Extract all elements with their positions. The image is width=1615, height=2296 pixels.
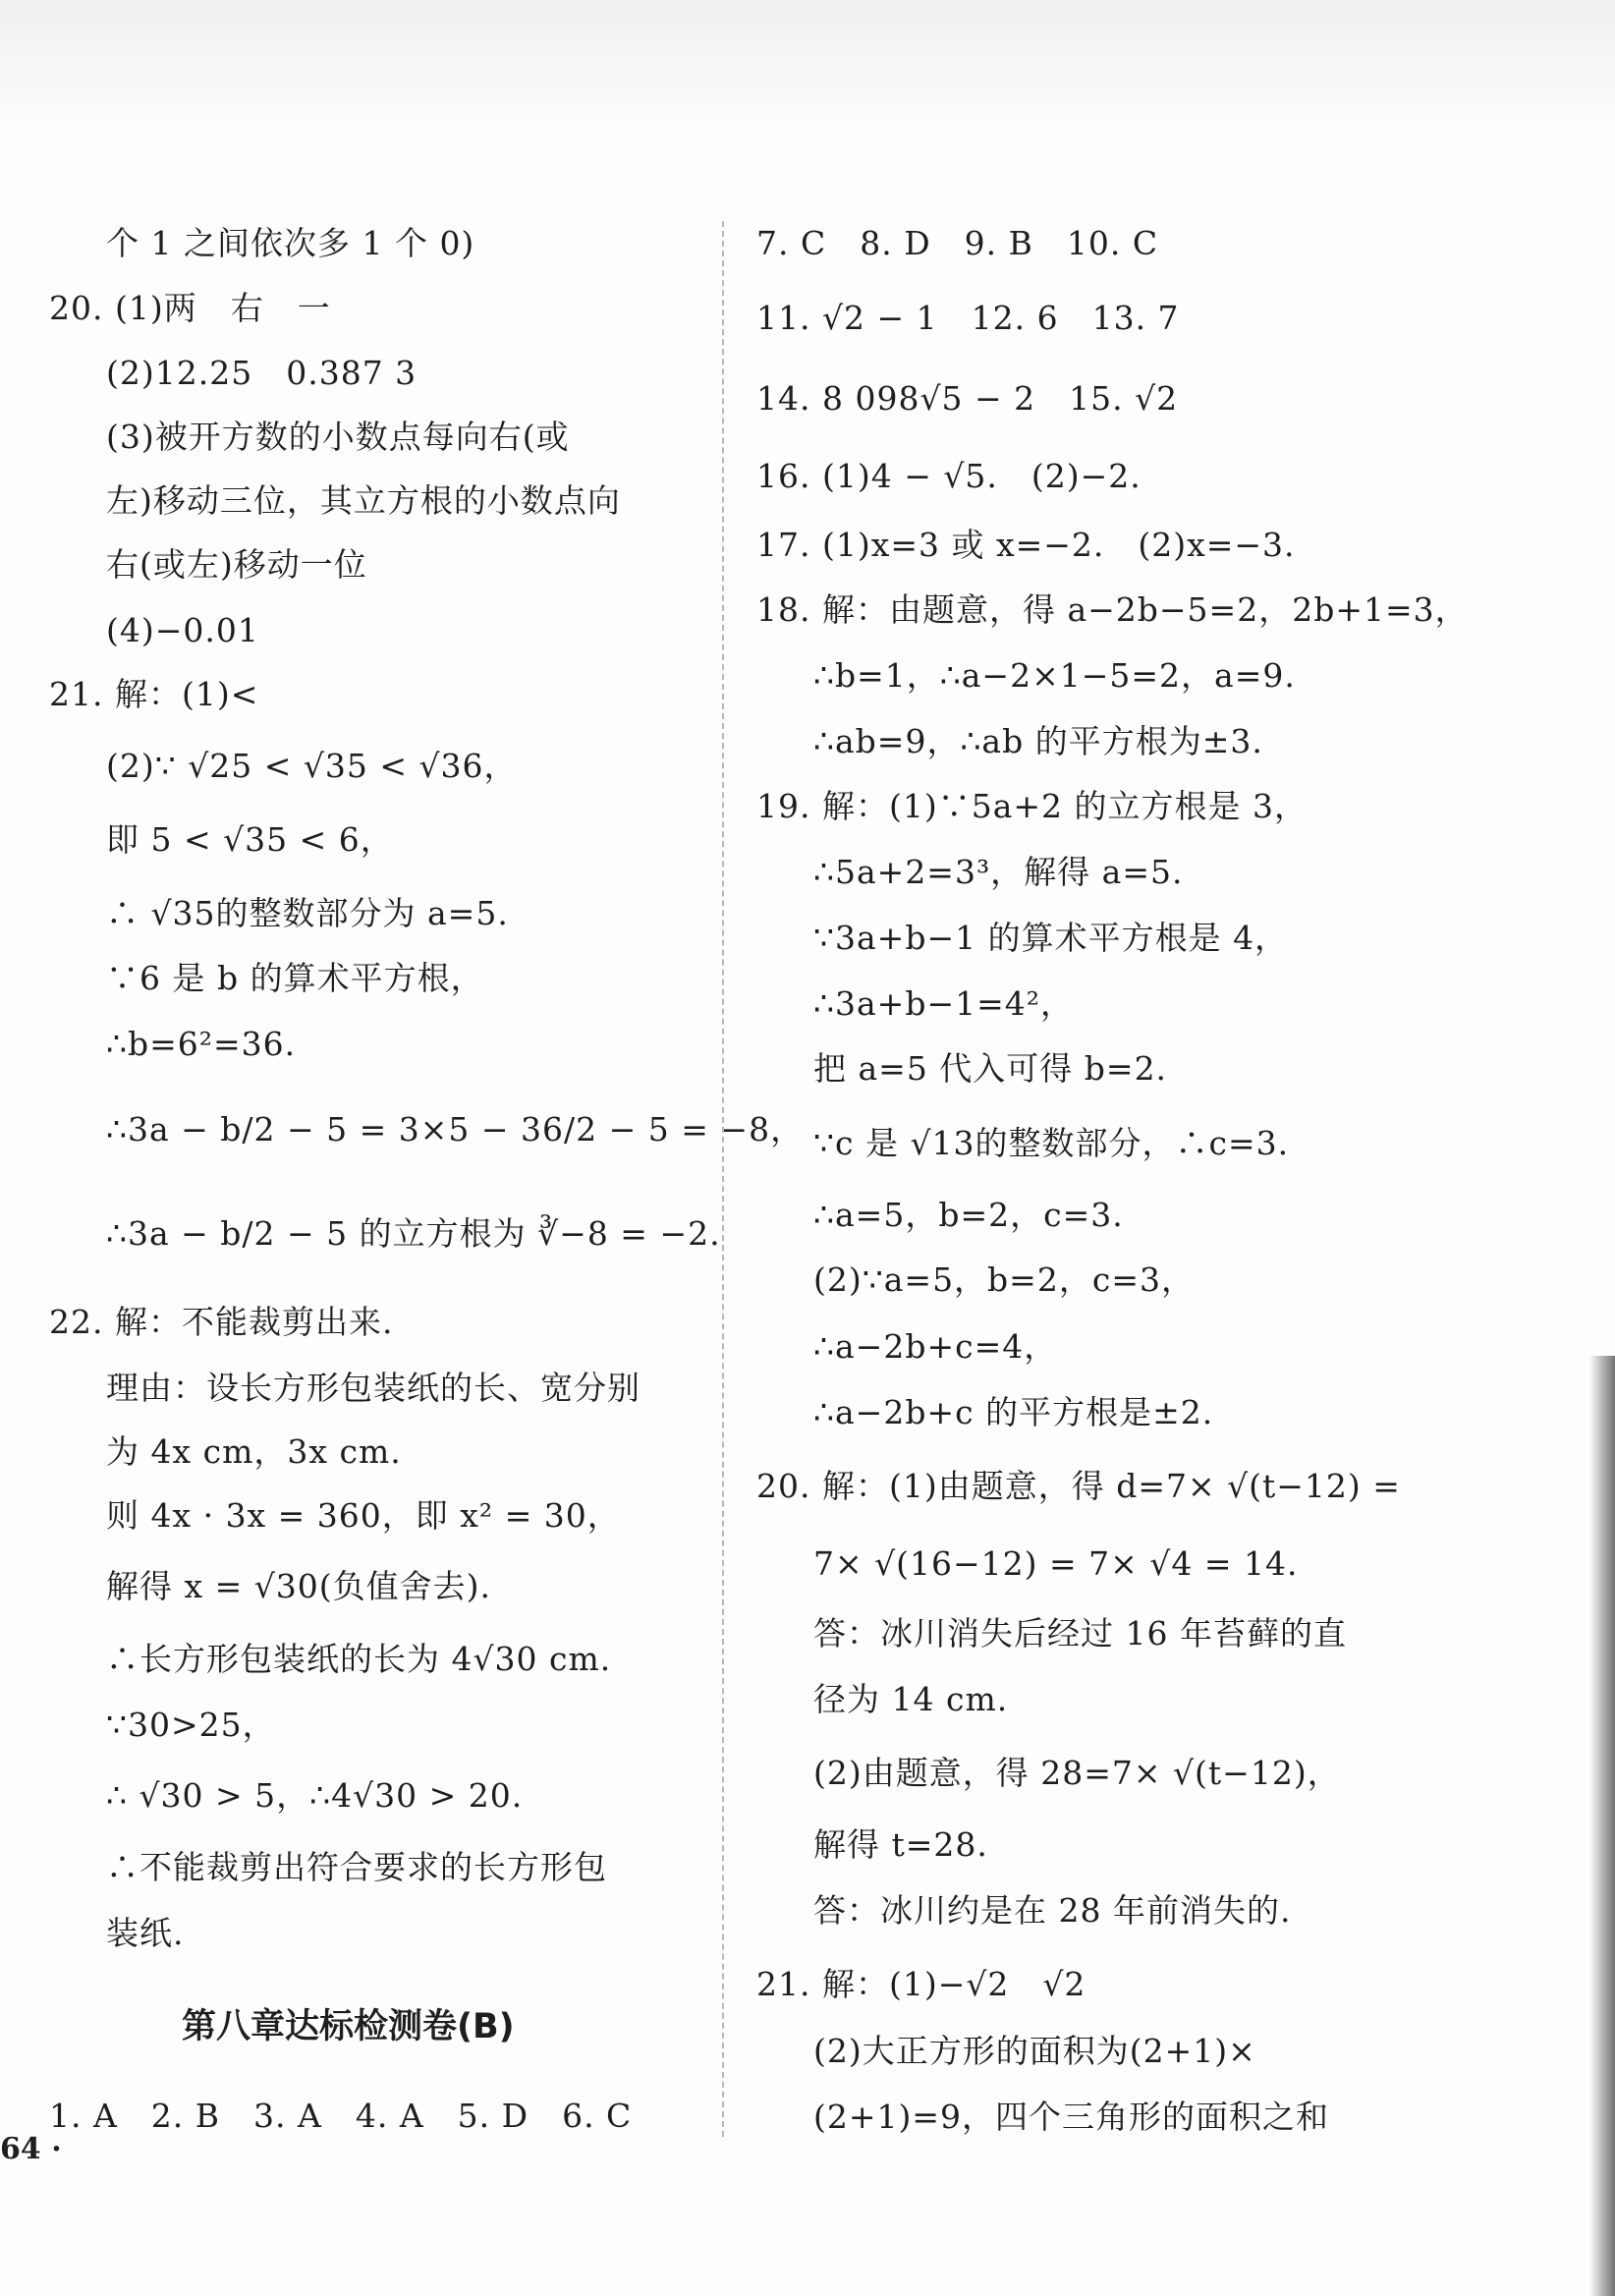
right-line: 20. 解：(1)由题意，得 d=7× √(t−12) = <box>756 1467 1401 1505</box>
right-line: 16. (1)4 − √5. (2)−2. <box>756 457 1142 495</box>
left-line: 20. (1)两 右 一 <box>49 289 331 327</box>
right-line: 径为 14 cm. <box>813 1680 1009 1718</box>
left-line: ∵30>25， <box>106 1706 276 1744</box>
right-line: ∵c 是 √13的整数部分，∴c=3. <box>813 1124 1290 1162</box>
left-line: 装纸. <box>106 1914 185 1952</box>
right-line: ∴a=5，b=2，c=3. <box>813 1196 1124 1234</box>
left-line: 22. 解：不能裁剪出来. <box>49 1303 394 1341</box>
right-line: ∴a−2b+c=4， <box>813 1327 1058 1366</box>
left-line: ∵6 是 b 的算术平方根， <box>106 959 484 997</box>
left-line: 解得 x = √30(负值舍去). <box>106 1567 491 1605</box>
right-line: ∴ab=9，∴ab 的平方根为±3. <box>813 722 1263 760</box>
left-line: ∴3a − b/2 − 5 = 3×5 − 36/2 − 5 = −8， <box>106 1110 805 1148</box>
right-line: ∴b=1，∴a−2×1−5=2，a=9. <box>813 656 1296 695</box>
page-number: 64 · <box>0 2132 62 2166</box>
left-line: 理由：设长方形包装纸的长、宽分别 <box>106 1369 640 1407</box>
left-line: (4)−0.01 <box>106 611 259 649</box>
left-line: ∴不能裁剪出符合要求的长方形包 <box>106 1848 607 1886</box>
right-line: 7× √(16−12) = 7× √4 = 14. <box>813 1544 1299 1583</box>
left-line: (2)12.25 0.387 3 <box>106 354 418 392</box>
left-line: 个 1 之间依次多 1 个 0) <box>106 224 475 262</box>
left-line: ∴长方形包装纸的长为 4√30 cm. <box>106 1640 612 1678</box>
left-line: ∴ √35的整数部分为 a=5. <box>106 894 509 932</box>
right-line: ∴a−2b+c 的平方根是±2. <box>813 1393 1214 1431</box>
left-line: 21. 解：(1)< <box>49 675 259 713</box>
right-line: 17. (1)x=3 或 x=−2. (2)x=−3. <box>756 526 1296 564</box>
right-line: 解得 t=28. <box>813 1825 988 1864</box>
right-line: 21. 解：(1)−√2 √2 <box>756 1965 1086 2003</box>
right-line: 11. √2 − 1 12. 6 13. 7 <box>756 299 1180 337</box>
page-edge-shadow <box>1589 1356 1615 2296</box>
left-line: 左)移动三位，其立方根的小数点向 <box>106 481 621 520</box>
left-line: ∴b=6²=36. <box>106 1025 297 1063</box>
right-line: (2)∵a=5，b=2，c=3， <box>813 1260 1195 1299</box>
page-top-shade <box>0 0 1615 128</box>
section-title: 第八章达标检测卷(B) <box>182 2007 515 2046</box>
left-line: 则 4x · 3x = 360，即 x² = 30， <box>106 1496 621 1535</box>
left-line: (3)被开方数的小数点每向右(或 <box>106 418 570 456</box>
left-line: ∴3a − b/2 − 5 的立方根为 ∛−8 = −2. <box>106 1214 721 1253</box>
column-divider <box>722 221 724 2137</box>
left-line: (2)∵ √25 < √35 < √36， <box>106 747 518 785</box>
right-line: 7. C 8. D 9. B 10. C <box>756 224 1159 262</box>
mc-answers-left: 1. A 2. B 3. A 4. A 5. D 6. C <box>49 2097 633 2135</box>
right-line: 19. 解：(1)∵5a+2 的立方根是 3， <box>756 787 1309 825</box>
right-line: (2)由题意，得 28=7× √(t−12)， <box>813 1754 1341 1792</box>
left-line: 即 5 < √35 < 6， <box>106 820 394 859</box>
left-line: 右(或左)移动一位 <box>106 545 367 584</box>
right-line: 答：冰川约是在 28 年前消失的. <box>813 1891 1292 1930</box>
right-line: 把 a=5 代入可得 b=2. <box>813 1049 1168 1088</box>
right-line: ∵3a+b−1 的算术平方根是 4， <box>813 919 1289 957</box>
left-line: ∴ √30 > 5，∴4√30 > 20. <box>106 1776 524 1815</box>
right-line: ∴3a+b−1=4²， <box>813 984 1074 1023</box>
right-line: 14. 8 098√5 − 2 15. √2 <box>756 379 1179 418</box>
right-line: ∴5a+2=3³，解得 a=5. <box>813 853 1184 891</box>
right-line: 18. 解：由题意，得 a−2b−5=2，2b+1=3， <box>756 590 1469 629</box>
right-line: 答：冰川消失后经过 16 年苔藓的直 <box>813 1614 1347 1652</box>
right-line: (2+1)=9，四个三角形的面积之和 <box>813 2098 1330 2136</box>
right-line: (2)大正方形的面积为(2+1)× <box>813 2032 1256 2070</box>
left-line: 为 4x cm，3x cm. <box>106 1432 402 1471</box>
